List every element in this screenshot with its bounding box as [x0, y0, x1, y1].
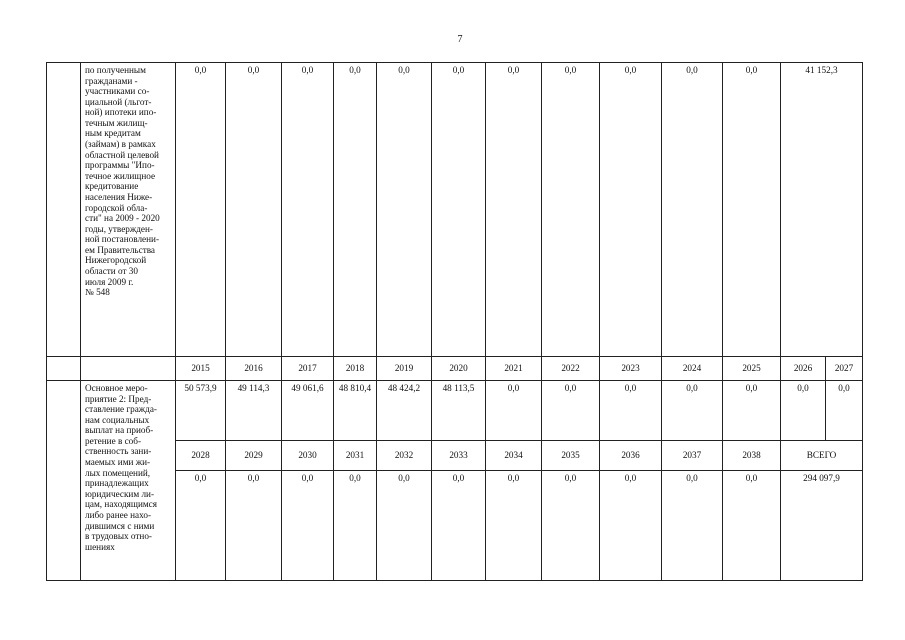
- description-line: ным кредитам: [85, 128, 141, 139]
- value-cell: 0,0: [334, 471, 377, 581]
- year-header: 2030: [282, 441, 334, 471]
- year-header: 2018: [334, 357, 377, 381]
- value-cell: 0,0: [600, 471, 662, 581]
- description-line: цам, находящимся: [85, 499, 157, 510]
- section2-values-row-1: [47, 381, 863, 441]
- empty-cell: [81, 357, 176, 381]
- description-line: циальной (льгот-: [85, 96, 152, 107]
- description-line: населения Ниже-: [85, 191, 153, 202]
- description-line: сти" на 2009 - 2020: [85, 213, 160, 224]
- description-line: юридическим ли-: [85, 488, 155, 499]
- description-line: ной постановлени-: [85, 234, 160, 245]
- value-cell: 0,0: [226, 63, 282, 357]
- section1-description: [81, 63, 176, 357]
- section2-description: [81, 381, 176, 581]
- description-line: Нижегородской: [85, 255, 147, 266]
- value-cell: 0,0: [781, 381, 826, 441]
- year-header: 2016: [226, 357, 282, 381]
- section2-total: 294 097,9: [781, 471, 863, 581]
- value-cell: 0,0: [176, 63, 226, 357]
- description-line: гражданами -: [85, 75, 138, 86]
- value-cell: 0,0: [723, 63, 781, 357]
- year-header: 2015: [176, 357, 226, 381]
- description-line: № 548: [85, 287, 110, 298]
- value-cell: 48 810,4: [334, 381, 377, 441]
- value-cell: 0,0: [282, 63, 334, 357]
- year-header: 2026: [781, 357, 826, 381]
- year-header: 2036: [600, 441, 662, 471]
- description-line: шениях: [85, 541, 115, 552]
- year-header: 2022: [542, 357, 600, 381]
- value-cell: 0,0: [662, 381, 723, 441]
- value-cell: 48 424,2: [377, 381, 432, 441]
- description-line: ем Правительства: [85, 244, 156, 255]
- description-line: программы "Ипо-: [85, 160, 155, 171]
- year-header: 2019: [377, 357, 432, 381]
- description-line: области от 30: [85, 265, 138, 276]
- description-line: течным жилищ-: [85, 117, 148, 128]
- value-cell: 0,0: [662, 63, 723, 357]
- year-header: 2038: [723, 441, 781, 471]
- value-cell: 0,0: [226, 471, 282, 581]
- year-header: 2028: [176, 441, 226, 471]
- description-line: в трудовых отно-: [85, 531, 152, 542]
- value-cell: 0,0: [542, 63, 600, 357]
- value-cell: 0,0: [542, 471, 600, 581]
- year-header: 2023: [600, 357, 662, 381]
- value-cell: 0,0: [662, 471, 723, 581]
- value-cell: 0,0: [432, 63, 486, 357]
- empty-cell: [47, 63, 81, 357]
- year-header: 2031: [334, 441, 377, 471]
- description-line: ставление гражда-: [85, 404, 157, 415]
- value-cell: 0,0: [432, 471, 486, 581]
- description-line: маемых ими жи-: [85, 457, 151, 468]
- description-line: нам социальных: [85, 414, 150, 425]
- description-line: по полученным: [85, 65, 146, 75]
- value-cell: 0,0: [723, 471, 781, 581]
- value-cell: 0,0: [486, 471, 542, 581]
- description-line: кредитование: [85, 181, 139, 192]
- section1-total: 41 152,3: [781, 63, 863, 357]
- year-header: 2037: [662, 441, 723, 471]
- section1-row: [47, 63, 863, 357]
- value-cell: 0,0: [600, 381, 662, 441]
- empty-cell: [47, 357, 81, 381]
- value-cell: 0,0: [282, 471, 334, 581]
- budget-table: [46, 62, 863, 581]
- description-line: приятие 2: Пред-: [85, 393, 152, 404]
- year-header: 2024: [662, 357, 723, 381]
- year-header: 2032: [377, 441, 432, 471]
- description-line: июля 2009 г.: [85, 276, 134, 287]
- description-line: участниками со-: [85, 86, 150, 97]
- value-cell: 0,0: [723, 381, 781, 441]
- value-cell: 0,0: [334, 63, 377, 357]
- description-line: годы, утвержден-: [85, 223, 153, 234]
- year-header: 2021: [486, 357, 542, 381]
- description-line: ной) ипотеки ипо-: [85, 107, 157, 118]
- value-cell: 50 573,9: [176, 381, 226, 441]
- description-line: дившимся с ними: [85, 520, 155, 531]
- year-header: 2035: [542, 441, 600, 471]
- description-line: выплат на приоб-: [85, 425, 154, 436]
- value-cell: 0,0: [486, 63, 542, 357]
- description-line: ственность зани-: [85, 446, 152, 457]
- year-header: 2025: [723, 357, 781, 381]
- year-header: 2020: [432, 357, 486, 381]
- value-cell: 0,0: [542, 381, 600, 441]
- description-line: Основное меро-: [85, 383, 148, 393]
- year-header: 2029: [226, 441, 282, 471]
- years-row-1: [47, 357, 863, 381]
- value-cell: 0,0: [486, 381, 542, 441]
- description-line: городской обла-: [85, 202, 148, 213]
- value-cell: 48 113,5: [432, 381, 486, 441]
- description-line: областной целевой: [85, 149, 159, 160]
- year-header: 2017: [282, 357, 334, 381]
- total-label: ВСЕГО: [781, 441, 863, 471]
- value-cell: 0,0: [377, 63, 432, 357]
- value-cell: 49 114,3: [226, 381, 282, 441]
- description-line: ретение в соб-: [85, 435, 142, 446]
- value-cell: 0,0: [377, 471, 432, 581]
- value-cell: 0,0: [826, 381, 863, 441]
- description-line: (займам) в рамках: [85, 139, 156, 150]
- value-cell: 49 061,6: [282, 381, 334, 441]
- empty-cell: [47, 381, 81, 581]
- page-number: 7: [457, 34, 463, 45]
- value-cell: 0,0: [176, 471, 226, 581]
- description-line: либо ранее нахо-: [85, 509, 151, 520]
- value-cell: 0,0: [600, 63, 662, 357]
- description-line: течное жилищное: [85, 170, 156, 181]
- description-line: лых помещений,: [85, 467, 151, 478]
- year-header: 2033: [432, 441, 486, 471]
- description-line: принадлежащих: [85, 478, 149, 489]
- year-header: 2034: [486, 441, 542, 471]
- year-header: 2027: [826, 357, 863, 381]
